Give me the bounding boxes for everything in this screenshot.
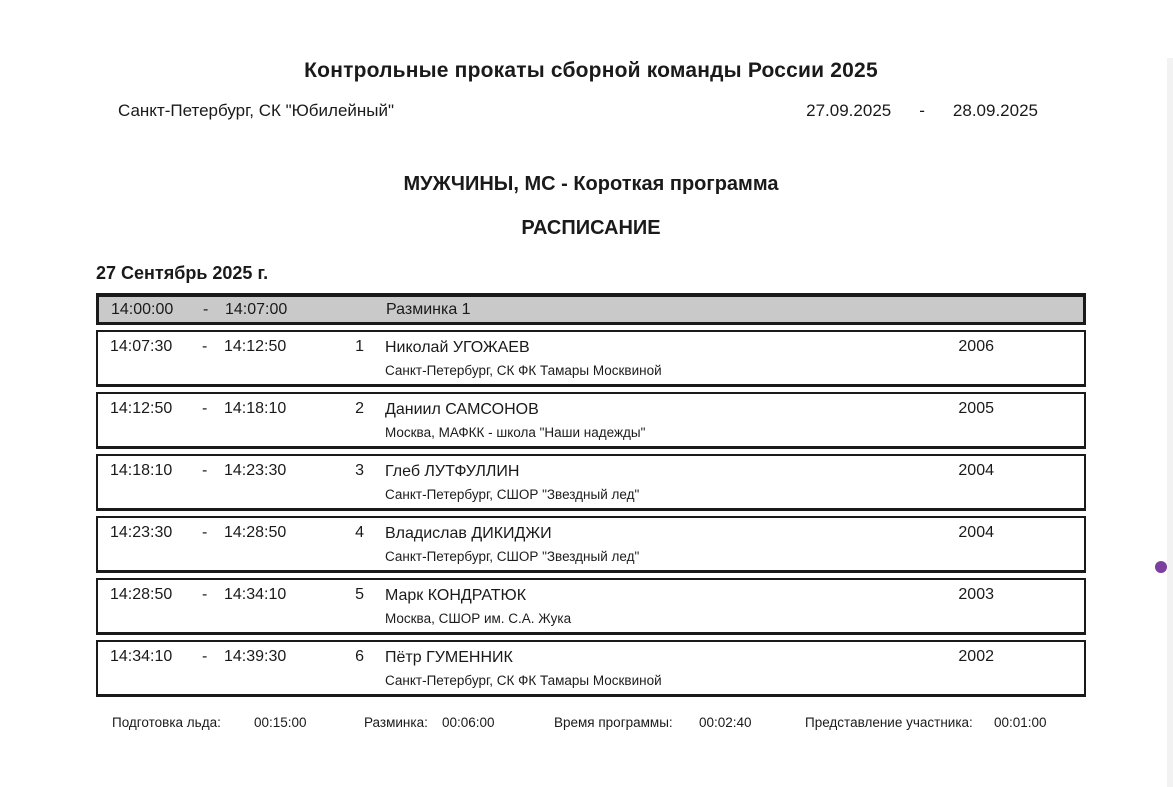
- time-end: 14:23:30: [224, 462, 287, 479]
- skater-row: [96, 330, 1086, 387]
- time-start: 14:07:30: [110, 338, 173, 355]
- skater-club: Санкт-Петербург, СК ФК Тамары Москвиной: [385, 363, 662, 378]
- birth-year: 2004: [958, 524, 994, 541]
- skater-name: Даниил САМСОНОВ: [385, 401, 539, 418]
- time-end: 14:18:10: [224, 400, 287, 417]
- time-start: 14:12:50: [110, 400, 173, 417]
- birth-year: 2006: [958, 338, 994, 355]
- skater-info: [364, 400, 946, 441]
- birth-year: 2004: [958, 462, 994, 479]
- legend-ice-prep-value: 00:15:00: [254, 715, 307, 730]
- skate-time: [98, 524, 304, 542]
- warmup-row: [96, 293, 1086, 325]
- skater-club: Москва, СШОР им. С.А. Жука: [385, 611, 572, 626]
- skater-club: Санкт-Петербург, СК ФК Тамары Москвиной: [385, 673, 662, 688]
- purple-marker-dot: [1155, 561, 1167, 573]
- time-start: 14:34:10: [110, 648, 173, 665]
- subheader: [96, 100, 1086, 122]
- page-title: Контрольные прокаты сборной команды России 2025: [304, 59, 878, 82]
- skater-name: Марк КОНДРАТЮК: [385, 587, 527, 604]
- skater-club: Санкт-Петербург, СШОР "Звездный лед": [385, 549, 640, 564]
- start-number: 6: [355, 648, 364, 665]
- time-end: 14:34:10: [224, 586, 287, 603]
- skater-name: Владислав ДИКИДЖИ: [385, 525, 552, 542]
- legend-presentation-label: Представление участника:: [805, 715, 973, 730]
- time-dash: -: [202, 462, 208, 479]
- time-start: 14:00:00: [111, 300, 174, 318]
- skate-time: [98, 462, 304, 480]
- time-dash: -: [202, 648, 208, 665]
- category-title: МУЖЧИНЫ, МС - Короткая программа: [403, 173, 779, 195]
- legend-program-time-value: 00:02:40: [699, 715, 752, 730]
- date-range-end: 28.09.2025: [952, 101, 1038, 120]
- skater-name: Глеб ЛУТФУЛЛИН: [385, 463, 520, 480]
- time-start: 14:18:10: [110, 462, 173, 479]
- time-end: 14:12:50: [224, 338, 287, 355]
- warmup-time: [99, 301, 305, 319]
- time-dash: -: [202, 586, 208, 603]
- skate-time: [98, 400, 304, 418]
- skater-name: Пётр ГУМЕННИК: [385, 649, 513, 666]
- legend-presentation-value: 00:01:00: [994, 715, 1047, 730]
- birth-year: 2002: [958, 648, 994, 665]
- start-number: 5: [355, 586, 364, 603]
- skater-row: [96, 516, 1086, 573]
- skater-row: [96, 454, 1086, 511]
- time-end: 14:39:30: [224, 648, 287, 665]
- birth-year: 2003: [958, 586, 994, 603]
- skater-club: Санкт-Петербург, СШОР "Звездный лед": [385, 487, 640, 502]
- schedule-table: [96, 293, 1086, 697]
- skater-row: [96, 392, 1086, 449]
- legend-ice-prep-label: Подготовка льда:: [112, 715, 221, 730]
- time-end: 14:07:00: [225, 300, 288, 318]
- time-dash: -: [202, 524, 208, 541]
- date-range-separator: -: [919, 101, 925, 120]
- time-dash: -: [202, 338, 208, 355]
- skater-row: [96, 578, 1086, 635]
- birth-year: 2005: [958, 400, 994, 417]
- venue-label: Санкт-Петербург, СК "Юбилейный": [118, 101, 395, 120]
- time-dash: -: [202, 400, 208, 417]
- schedule-heading: РАСПИСАНИЕ: [521, 217, 661, 239]
- skate-time: [98, 338, 304, 356]
- day-heading: 27 Сентябрь 2025 г.: [96, 263, 269, 283]
- skate-time: [98, 648, 304, 666]
- legend-program-time-label: Время программы:: [554, 715, 673, 730]
- skater-name: Николай УГОЖАЕВ: [385, 339, 530, 356]
- start-number: 1: [355, 338, 364, 355]
- footer-legend: [96, 711, 1086, 735]
- start-number: 4: [355, 524, 364, 541]
- skater-info: [364, 462, 946, 503]
- warmup-label: Разминка 1: [386, 300, 471, 318]
- skater-row: [96, 640, 1086, 697]
- page-right-edge: [1167, 58, 1173, 787]
- time-start: 14:23:30: [110, 524, 173, 541]
- skater-info: [364, 648, 946, 689]
- skater-info: [364, 586, 946, 627]
- schedule-document: [0, 58, 1173, 787]
- skater-info: [364, 524, 946, 565]
- time-end: 14:28:50: [224, 524, 287, 541]
- legend-warmup-label: Разминка:: [364, 715, 428, 730]
- date-range: [806, 100, 1038, 122]
- time-start: 14:28:50: [110, 586, 173, 603]
- skate-time: [98, 586, 304, 604]
- skater-club: Москва, МАФКК - школа "Наши надежды": [385, 425, 646, 440]
- time-dash: -: [203, 300, 209, 318]
- start-number: 2: [355, 400, 364, 417]
- document-body: [96, 58, 1086, 735]
- date-range-start: 27.09.2025: [806, 101, 892, 120]
- legend-warmup-value: 00:06:00: [442, 715, 495, 730]
- skater-info: [364, 338, 946, 379]
- start-number: 3: [355, 462, 364, 479]
